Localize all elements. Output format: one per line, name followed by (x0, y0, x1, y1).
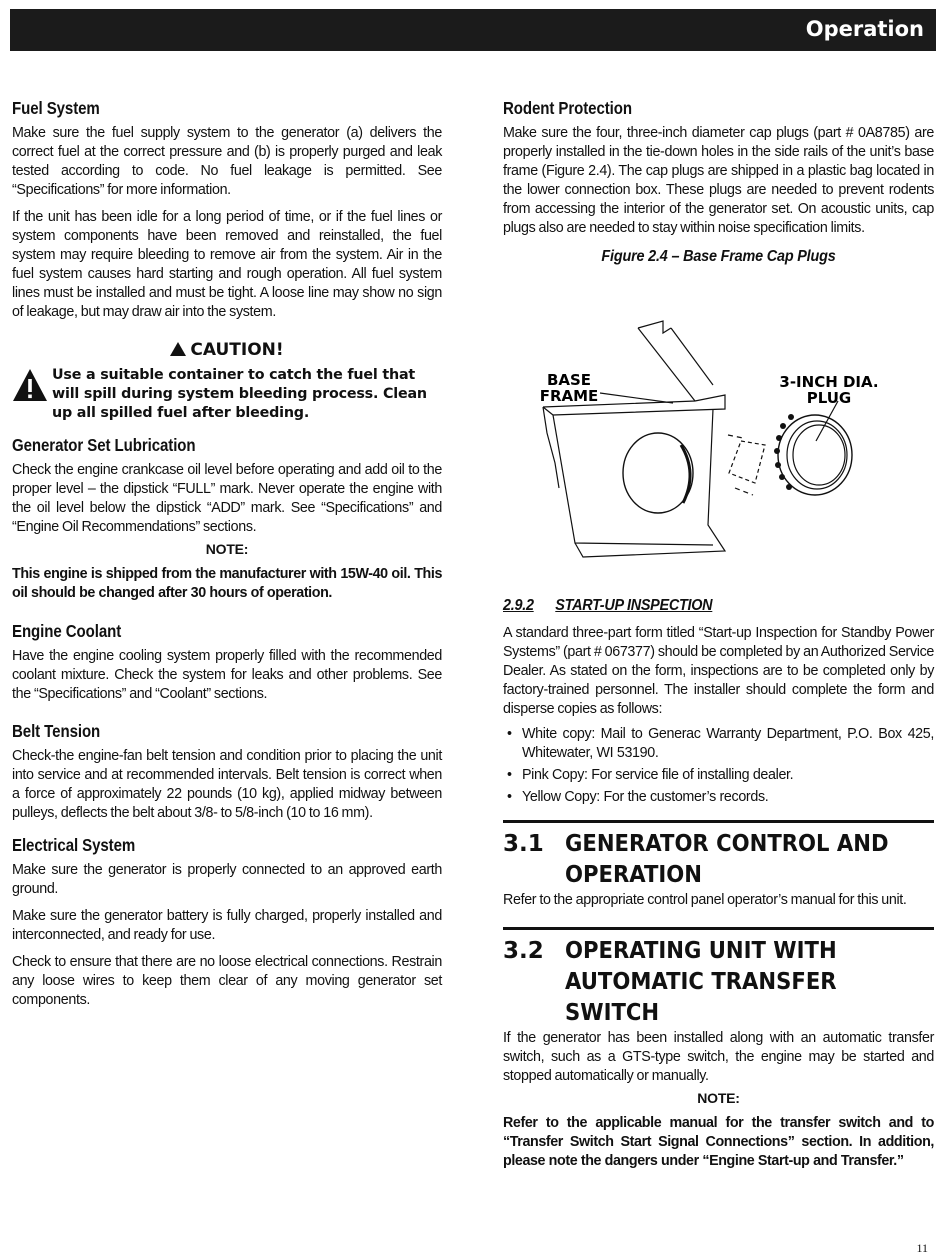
header-bar (10, 9, 936, 51)
warning-triangle-icon (12, 368, 48, 402)
electrical-paragraph-3: Check to ensure that there are no loose electrical connections. Restrain any loose wires to keep them clear of any moving generator set components. (12, 954, 442, 1008)
electrical-heading: Electrical System (12, 835, 136, 855)
label-plug: PLUG (806, 389, 852, 407)
label-base: BASE (546, 371, 592, 389)
lubrication-heading: Generator Set Lubrication (12, 435, 196, 455)
startup-inspection-paragraph: A standard three-part form titled “Start-up Inspection for Standby Power Systems” (part # 067377) should be completed by an Authorized Service Dealer. As stated on the form, inspections are to be completed only by factory-trained personnel. The installer should complete the form and disperse copies as follows: (503, 625, 934, 717)
list-item: • Pink Copy: For service file of installing dealer. (503, 766, 934, 785)
fuel-system-paragraph-1: Make sure the fuel supply system to the generator (a) delivers the correct fuel at the correct pressure and (b) is properly purged and leak tested according to code. No fuel leakage is permitted. See “Specifications” for more information. (12, 125, 442, 198)
base-frame-figure (503, 313, 934, 573)
startup-inspection-title: START-UP INSPECTION (555, 597, 713, 614)
list-item: • White copy: Mail to Generac Warranty Department, P.O. Box 425, Whitewater, WI 53190. (503, 725, 934, 763)
warning-icon (170, 342, 186, 356)
rodent-heading: Rodent Protection (503, 98, 632, 118)
section-3-2-note-label: NOTE: (697, 1090, 740, 1106)
section-3-2-heading: OPERATING UNIT WITH AUTOMATIC TRANSFER SWITCH (565, 938, 837, 1026)
caution-heading-text: CAUTION! (190, 340, 284, 360)
section-3-2-note-text: Refer to the applicable manual for the transfer switch and to “Transfer Switch Start Signal Connections” section. In addition, please note the dangers under “Engine Start-up and Transfer.” (503, 1115, 934, 1169)
section-3-1-heading: GENERATOR CONTROL AND OPERATION (565, 831, 889, 888)
belt-tension-paragraph: Check-the engine-fan belt tension and condition prior to placing the unit into service and at recommended intervals. Belt tension is correct when a force of approximately 22 pounds (10 kg), applied midway between pulleys, deflects the belt about 3/8- to 5/8-inch (10 to 16 mm). (12, 748, 442, 821)
startup-inspection-heading (503, 597, 891, 615)
electrical-paragraph-2: Make sure the generator battery is fully charged, properly installed and interconnected, and ready for use. (12, 908, 442, 943)
belt-tension-heading: Belt Tension (12, 721, 101, 741)
lubrication-note-label: NOTE: (205, 541, 249, 557)
section-3-1-title (503, 829, 934, 891)
figure-caption: Figure 2.4 – Base Frame Cap Plugs (601, 248, 836, 265)
startup-inspection-number: 2.9.2 (503, 597, 534, 614)
section-3-2-title (503, 936, 934, 1029)
section-3-2 (503, 927, 934, 1171)
coolant-paragraph: Have the engine cooling system properly filled with the recommended coolant mixture. Check the system for leaks and other problems. See the “Specifications” and “Coolant” sections. (12, 648, 442, 702)
coolant-heading: Engine Coolant (12, 621, 122, 641)
base-frame-illustration (503, 313, 934, 573)
caution-heading (12, 340, 442, 360)
section-3-1-paragraph: Refer to the appropriate control panel operator’s manual for this unit. (503, 892, 907, 908)
section-3-1-number: 3.1 (503, 831, 544, 857)
lubrication-paragraph: Check the engine crankcase oil level before operating and add oil to the proper level – the dipstick “FULL” mark. Never operate the engine with the oil level below the dipstick “ADD” mark. See “Specifications” and “Engine Oil Recommendations” sections. (12, 462, 442, 535)
rodent-paragraph: Make sure the four, three-inch diameter cap plugs (part # 0A8785) are properly installed in the tie-down holes in the side rails of the unit’s base frame (Figure 2.4). The cap plugs are shipped in a plastic bag located in the lower connection box. These plugs are needed to prevent rodents from accessing the interior of the generator set. On acoustic units, cap plugs also are needed to stay within noise specification limits. (503, 125, 934, 236)
right-column (503, 98, 934, 266)
page-section-title: Operation (805, 17, 924, 41)
list-item: • Yellow Copy: For the customer’s records. (503, 788, 934, 807)
label-frame: FRAME (539, 387, 599, 405)
label-plug-size: 3-INCH DIA. (779, 373, 879, 391)
section-3-1 (503, 820, 934, 910)
electrical-paragraph-1: Make sure the generator is properly connected to an approved earth ground. (12, 862, 442, 897)
lubrication-note-text: This engine is shipped from the manufacturer with 15W-40 oil. This oil should be changed after 30 hours of operation. (12, 566, 442, 601)
left-column (12, 98, 442, 1010)
fuel-system-paragraph-2: If the unit has been idle for a long period of time, or if the fuel lines or system components have been removed and reinstalled, the fuel system may require bleeding to remove air from the system. Air in the fuel system causes hard starting and rough operation. All fuel system lines must be installed and must be tight. A loose line may show no sign of leakage, but may draw air into the system. (12, 209, 442, 320)
page-number: 11 (916, 1241, 928, 1255)
section-3-2-paragraph: If the generator has been installed along with an automatic transfer switch, such as a GTS-type switch, the engine may be started and stopped automatically or manually. (503, 1030, 934, 1084)
caution-block (12, 366, 442, 423)
copies-list (503, 725, 934, 807)
caution-text: Use a suitable container to catch the fuel that will spill during system bleeding process. Clean up all spilled fuel after bleeding. (52, 367, 427, 421)
right-column-lower (503, 597, 934, 1171)
fuel-system-heading: Fuel System (12, 98, 100, 118)
section-3-2-number: 3.2 (503, 938, 544, 964)
